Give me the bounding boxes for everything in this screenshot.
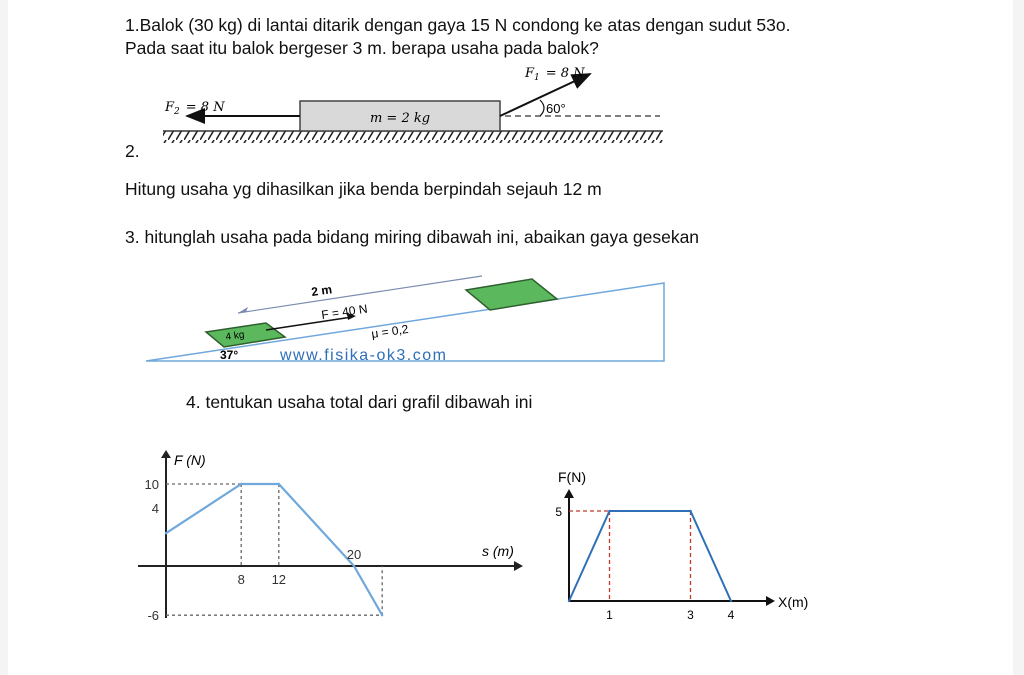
x-axis-arrow bbox=[766, 596, 775, 606]
x-tick-label: 1 bbox=[606, 608, 613, 622]
force-label: F = 40 N bbox=[320, 301, 369, 322]
y-tick-label: 5 bbox=[555, 505, 562, 519]
x-tick-label: 20 bbox=[346, 547, 362, 562]
angle-label: 60° bbox=[546, 101, 566, 116]
x-axis-label: X(m) bbox=[778, 594, 809, 610]
data-point bbox=[730, 600, 732, 602]
f1-label: $F_1 = 8$ N bbox=[525, 66, 585, 83]
y-axis-arrow bbox=[564, 489, 574, 498]
y-axis-label: F (N) bbox=[174, 452, 206, 468]
y-tick-label: 4 bbox=[151, 501, 159, 517]
distance-label: 2 m bbox=[310, 282, 333, 299]
y-tick-label: -6 bbox=[147, 608, 159, 624]
question-3-text: 3. hitunglah usaha pada bidang miring dibawah ini, abaikan gaya gesekan bbox=[125, 227, 700, 247]
data-point bbox=[689, 510, 691, 512]
document-page bbox=[8, 0, 1013, 675]
friction-label: μ = 0,2 bbox=[370, 321, 410, 341]
x-tick-label: 8 bbox=[237, 572, 245, 587]
y-axis-label: F(N) bbox=[558, 469, 586, 485]
x-tick-label: 3 bbox=[687, 608, 694, 622]
data-point bbox=[568, 600, 570, 602]
mass-label-incline: 4 kg bbox=[224, 329, 246, 343]
f2-label: $F_2 = 8$ N bbox=[165, 100, 225, 117]
y-tick-label: 10 bbox=[144, 477, 159, 492]
question-4-text: 4. tentukan usaha total dari grafil dibawah ini bbox=[186, 392, 533, 412]
x-tick-label: 12 bbox=[271, 572, 287, 587]
x-tick-label: 4 bbox=[727, 608, 735, 622]
x-axis-label: s (m) bbox=[482, 543, 514, 559]
angle-37-label: 37° bbox=[220, 348, 239, 362]
mass-label: m = 2 kg bbox=[369, 111, 431, 126]
question-1-line-2: Pada saat itu balok bergeser 3 m. berapa usaha pada balok? bbox=[125, 38, 599, 58]
question-2-text: Hitung usaha yg dihasilkan jika benda berpindah sejauh 12 m bbox=[125, 179, 602, 199]
question-2-number: 2. bbox=[125, 141, 140, 161]
watermark: www.fisika-ok3.com bbox=[280, 347, 448, 364]
question-1-line-1: 1.Balok (30 kg) di lantai ditarik dengan gaya 15 N condong ke atas dengan sudut 53o. bbox=[125, 15, 791, 35]
data-point bbox=[608, 510, 610, 512]
series-line bbox=[569, 511, 731, 601]
